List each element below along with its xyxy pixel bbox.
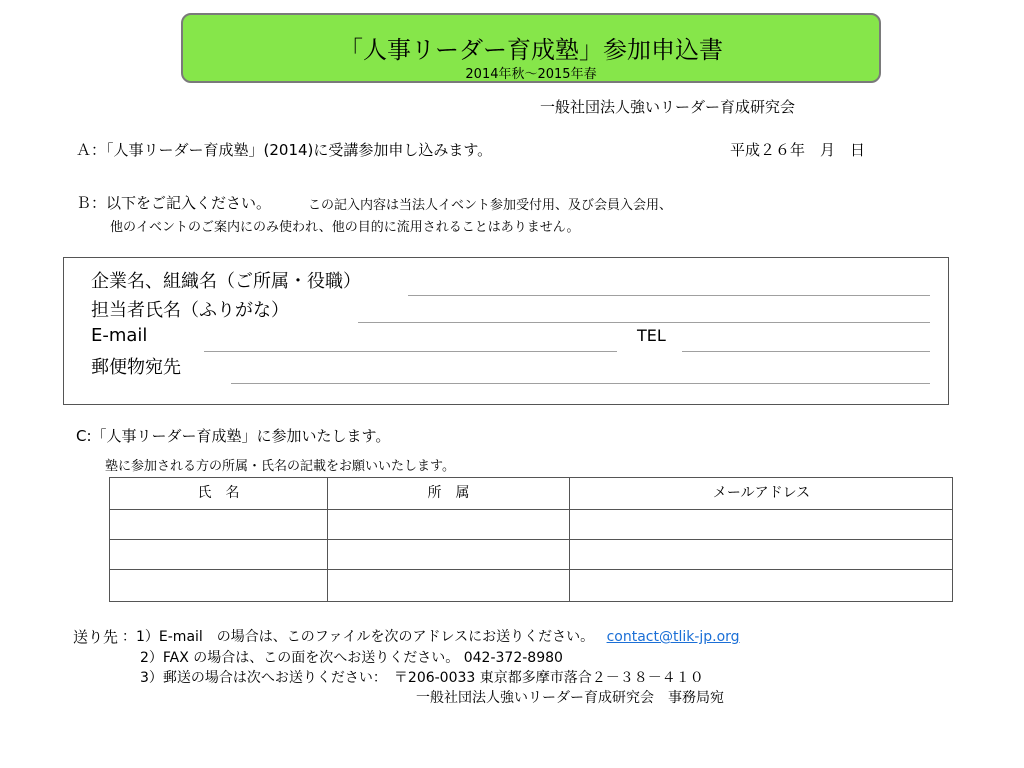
send-line-recipient: 一般社団法人強いリーダー育成研究会 事務局宛 bbox=[416, 690, 724, 706]
application-date: 平成２６年 月 日 bbox=[730, 141, 866, 159]
table-cell-email[interactable] bbox=[570, 510, 952, 539]
column-header-email: メールアドレス bbox=[712, 485, 811, 501]
section-b-heading: Ｂ：以下をご記入ください。 bbox=[76, 194, 272, 212]
applicant-form bbox=[63, 257, 949, 405]
column-header-affiliation: 所 属 bbox=[427, 485, 470, 501]
contact-name-field[interactable] bbox=[358, 322, 930, 323]
participant-table bbox=[109, 477, 953, 602]
page-subtitle: 2014年秋～2015年春 bbox=[465, 67, 597, 82]
section-a-text: Ａ：「人事リーダー育成塾」(2014)に受講参加申し込みます。 bbox=[76, 141, 493, 159]
company-field[interactable] bbox=[408, 295, 930, 296]
company-label: 企業名、組織名（ご所属・役職） bbox=[91, 271, 361, 292]
organization-name: 一般社団法人強いリーダー育成研究会 bbox=[540, 98, 796, 116]
table-cell-name[interactable] bbox=[110, 540, 327, 569]
table-cell-affiliation[interactable] bbox=[328, 570, 569, 601]
page-title: 「人事リーダー育成塾」参加申込書 bbox=[339, 36, 723, 64]
column-header-name: 氏 名 bbox=[197, 485, 240, 501]
address-label: 郵便物宛先 bbox=[91, 357, 181, 378]
send-line-post: 3）郵送の場合は次へお送りください： 〒206-0033 東京都多摩市落合２－３８－４１０ bbox=[140, 670, 704, 686]
section-b-note-line1: この記入内容は当法人イベント参加受付用、及び会員入会用、 bbox=[308, 198, 673, 213]
contact-email-link[interactable]: contact@tlik-jp.org bbox=[606, 629, 740, 645]
email-field[interactable] bbox=[204, 351, 617, 352]
send-to-label: 送り先 bbox=[73, 628, 119, 646]
table-cell-affiliation[interactable] bbox=[328, 510, 569, 539]
table-cell-affiliation[interactable] bbox=[328, 540, 569, 569]
tel-label: TEL bbox=[637, 326, 666, 345]
section-c-heading: C:「人事リーダー育成塾」に参加いたします。 bbox=[76, 427, 391, 445]
contact-name-label: 担当者氏名（ふりがな） bbox=[91, 300, 289, 321]
table-cell-email[interactable] bbox=[570, 570, 952, 601]
send-line-email-text: ：1）E-mail の場合は、このファイルを次のアドレスにお送りください。 bbox=[122, 629, 595, 645]
table-cell-email[interactable] bbox=[570, 540, 952, 569]
tel-field[interactable] bbox=[682, 351, 930, 352]
title-banner bbox=[181, 13, 881, 83]
table-cell-name[interactable] bbox=[110, 510, 327, 539]
send-line-email bbox=[122, 626, 740, 646]
email-label: E-mail bbox=[91, 325, 148, 346]
address-field[interactable] bbox=[231, 383, 930, 384]
send-line-fax: 2）FAX の場合は、この面を次へお送りください。 042-372-8980 bbox=[140, 650, 563, 666]
section-b-note-line2: 他のイベントのご案内にのみ使われ、他の目的に流用されることはありません。 bbox=[110, 220, 580, 235]
section-c-note: 塾に参加される方の所属・氏名の記載をお願いいたします。 bbox=[105, 459, 455, 474]
table-cell-name[interactable] bbox=[110, 570, 327, 601]
